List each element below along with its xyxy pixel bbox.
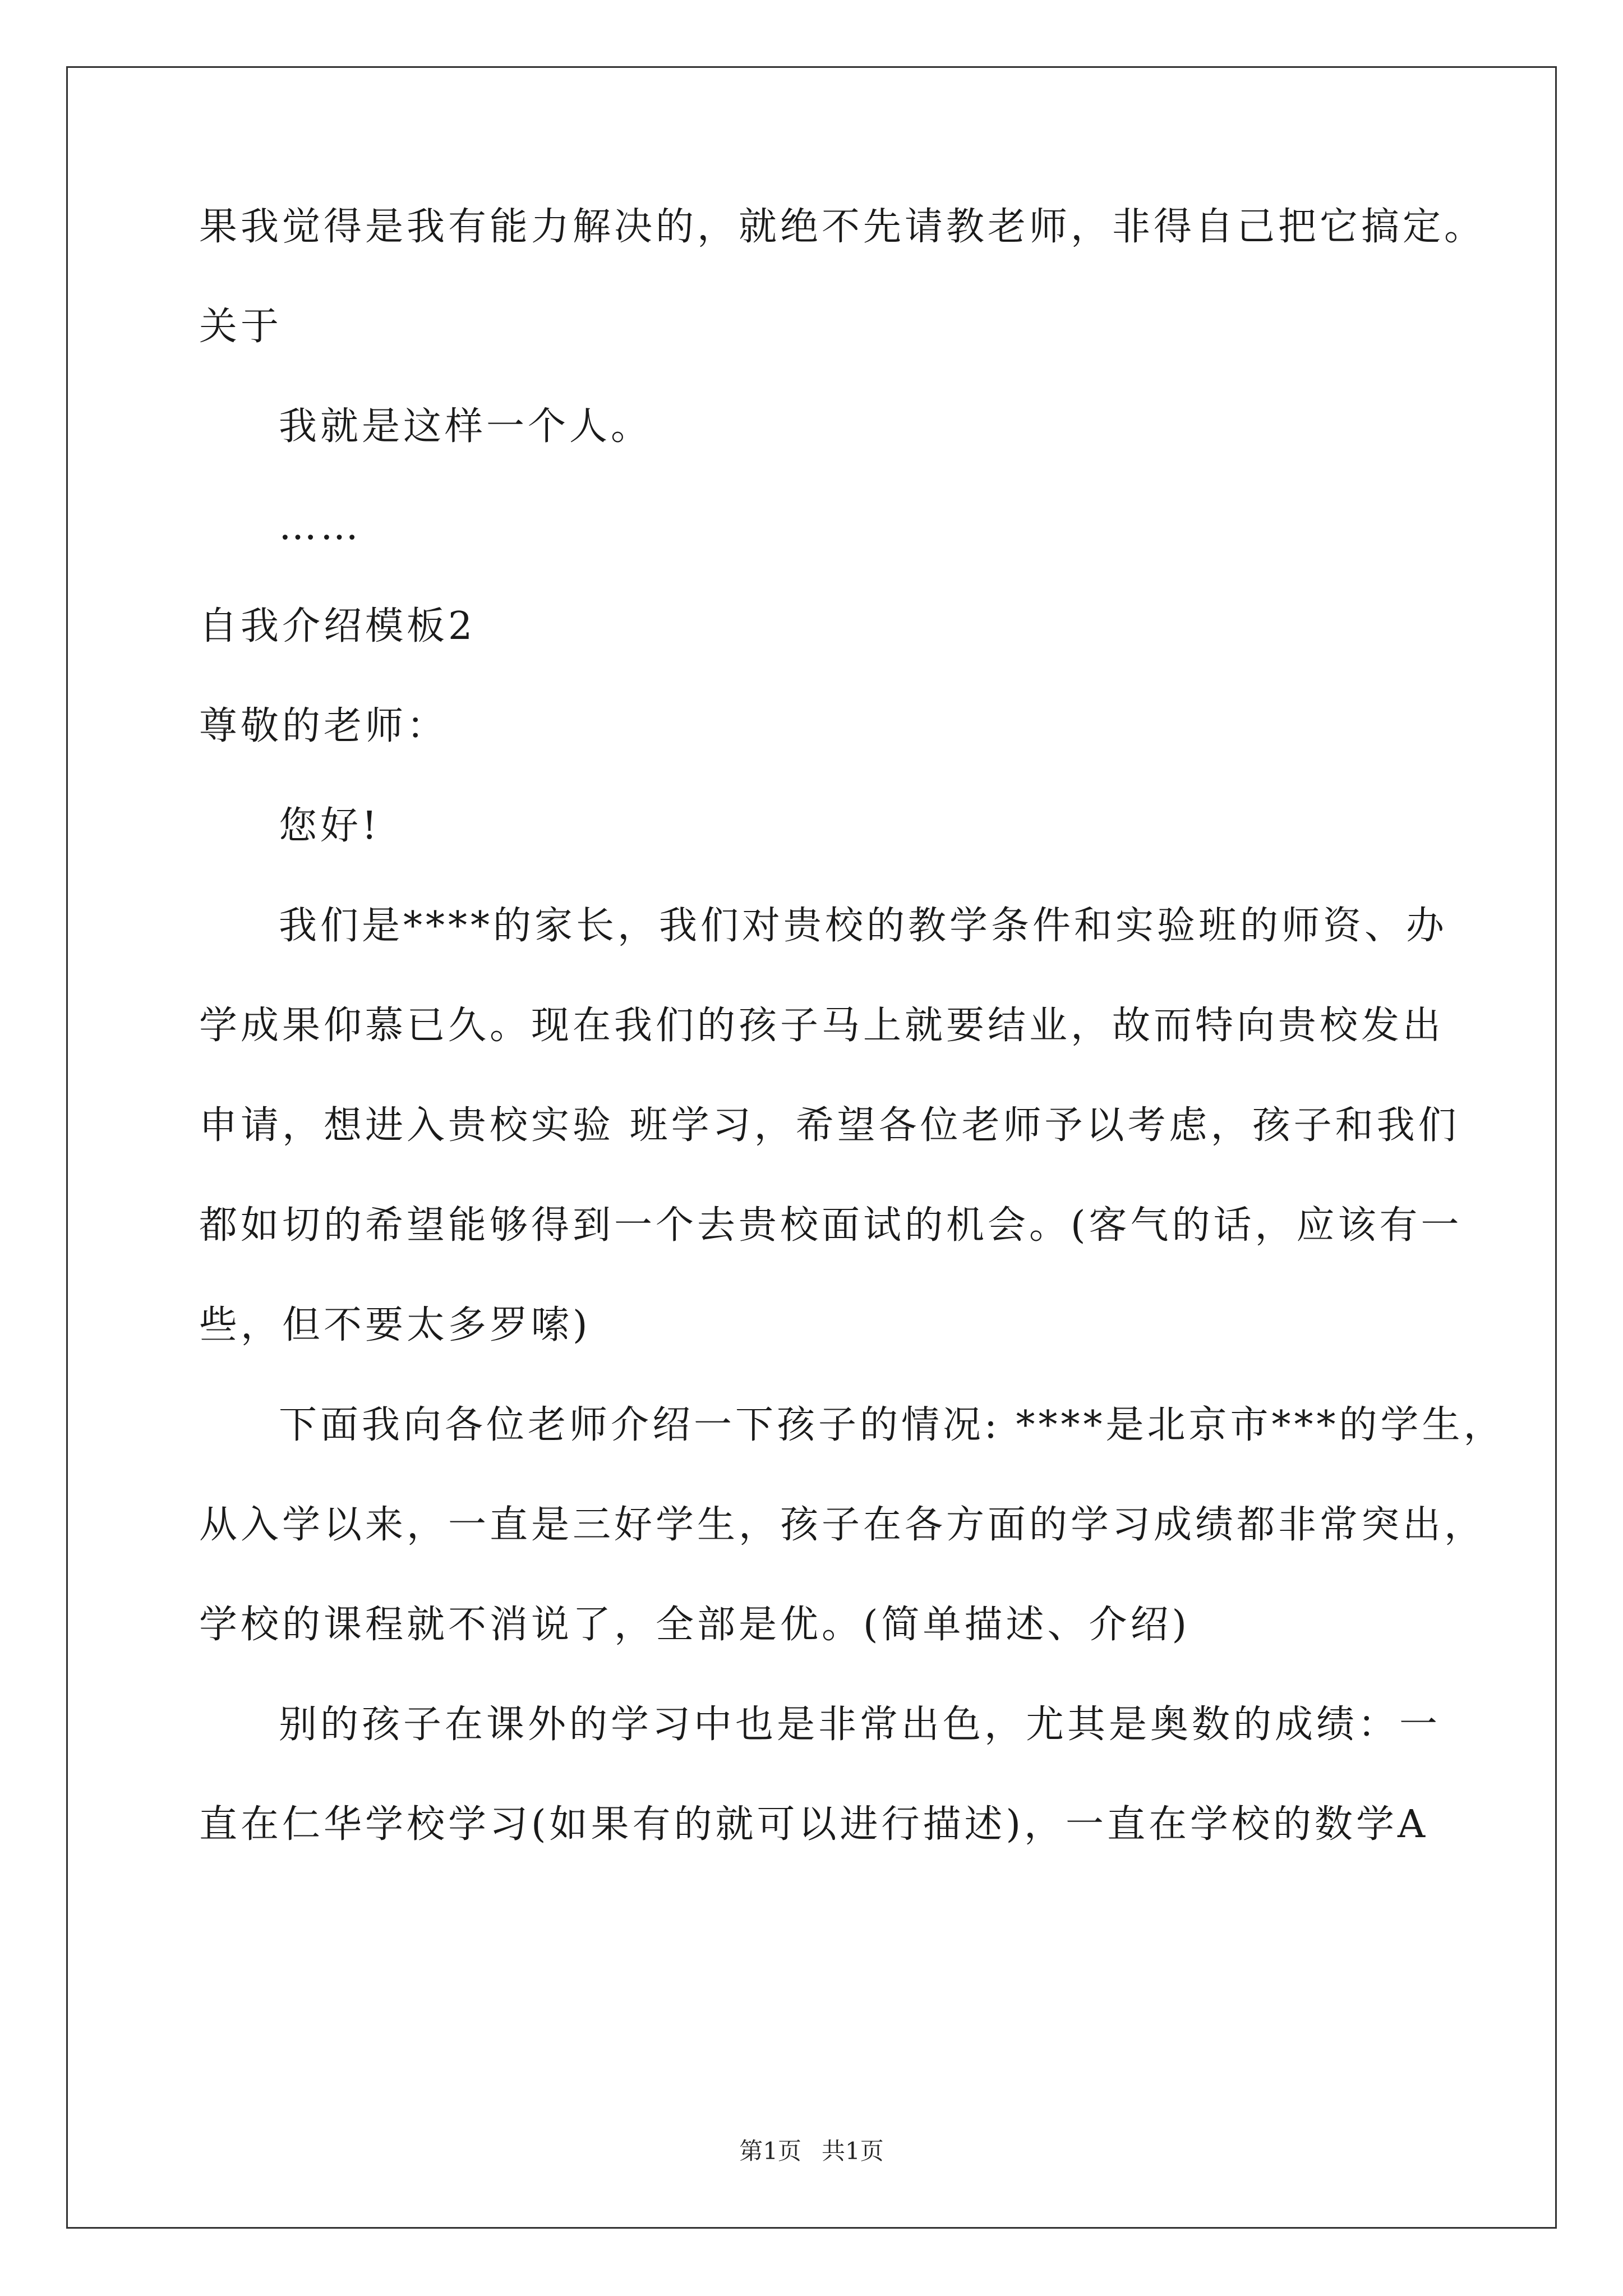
text-line-8: 我们是****的家长，我们对贵校的教学条件和实验班的师资、办	[279, 904, 1448, 948]
text-line-16: 别的孩子在课外的学习中也是非常出色，尤其是奥数的成绩：一	[279, 1703, 1441, 1747]
page-number: 第1页	[739, 2137, 801, 2165]
text-line-2: 关于	[199, 305, 283, 349]
text-line-11: 都如切的希望能够得到一个去贵校面试的机会。(客气的话，应该有一	[199, 1203, 1463, 1248]
salutation: 尊敬的老师：	[199, 704, 449, 748]
text-line-3: 我就是这样一个人。	[279, 404, 653, 449]
page-footer	[0, 2134, 1623, 2168]
section-heading: 自我介绍模板2	[199, 604, 476, 648]
text-line-17: 直在仁华学校学习(如果有的就可以进行描述)，一直在学校的数学A	[199, 1802, 1429, 1847]
text-line-15: 学校的课程就不消说了，全部是优。(简单描述、介绍)	[199, 1603, 1191, 1647]
text-line-13: 下面我向各位老师介绍一下孩子的情况: ****是北京市***的学生，	[279, 1403, 1505, 1447]
text-line-14: 从入学以来，一直是三好学生，孩子在各方面的学习成绩都非常突出，	[199, 1503, 1486, 1547]
page-total: 共1页	[822, 2137, 884, 2165]
text-line-4: ……	[279, 504, 362, 549]
text-line-9: 学成果仰慕已久。现在我们的孩子马上就要结业，故而特向贵校发出	[199, 1004, 1445, 1048]
text-line-1: 果我觉得是我有能力解决的，就绝不先请教老师，非得自己把它搞定。	[199, 205, 1486, 249]
greeting: 您好!	[279, 804, 381, 848]
text-line-12: 些，但不要太多罗嗦)	[199, 1303, 591, 1347]
text-line-10: 申请，想进入贵校实验 班学习，希望各位老师予以考虑，孩子和我们	[199, 1103, 1460, 1148]
